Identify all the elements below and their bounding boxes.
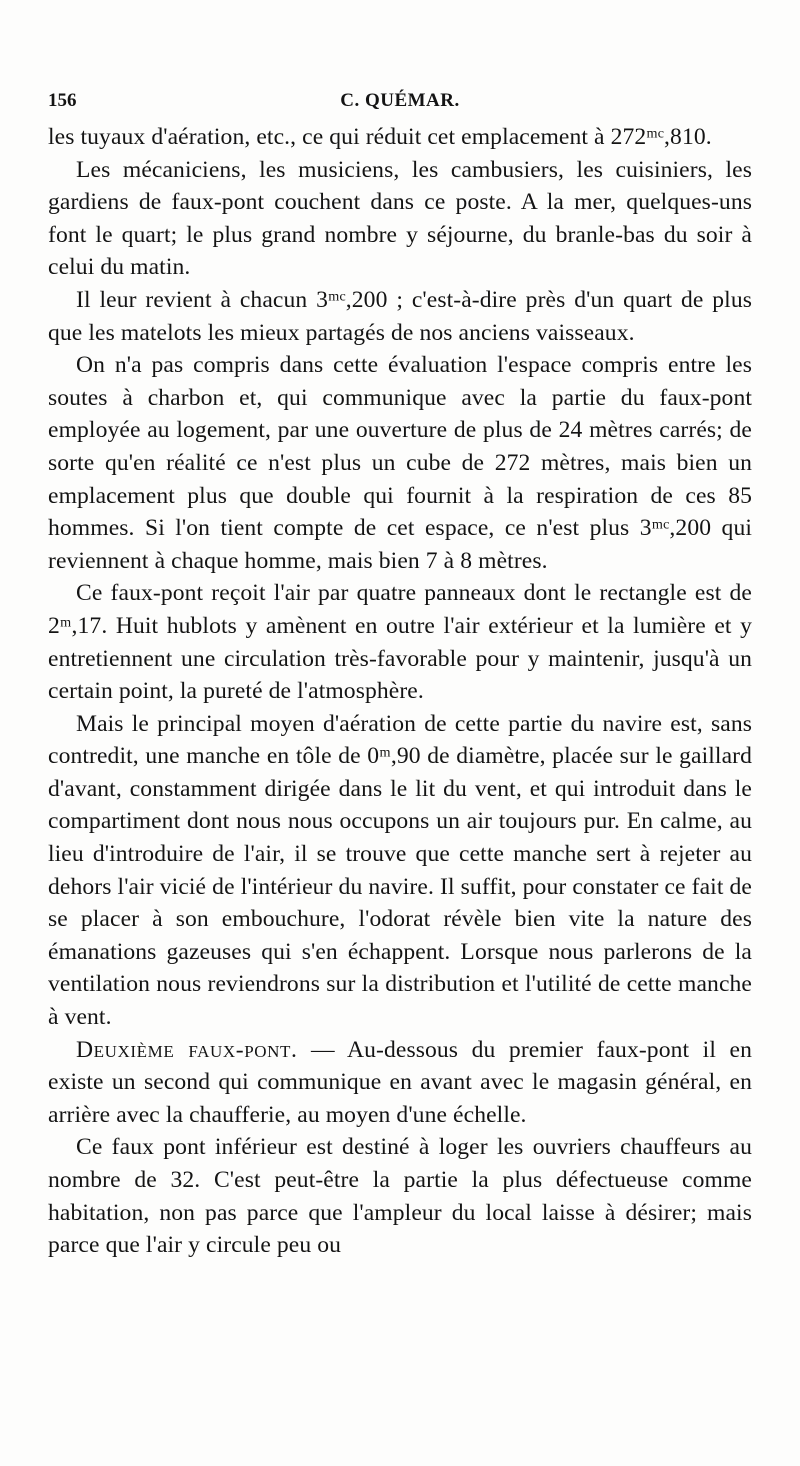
paragraph: Mais le principal moyen d'aération de cette partie du navire est, sans contredit, une manche en tôle de 0ᵐ,90 de diamètre, placée sur le gaillard d'avant, constamment dirigée dans le lit du vent, et qui introduit dans le compartiment dont nous nous occupons un air toujours pur. En calme, au lieu d'introduire de l'air, il se trouve que cette manche sert à rejeter au dehors l'air vicié de l'intérieur du navire. Il suffit, pour constater ce fait de se placer à son embouchure, l'odorat révèle bien vite la nature des émanations gazeuses qui s'en échappent. Lorsque nous parlerons de la ventilation nous reviendrons sur la distribution et l'utilité de cette manche à vent. [48,710,752,1031]
paragraph-text: — Au-dessous du premier faux-pont il en existe un second qui communique en avant avec le magasin général, en arrière avec la chaufferie, au moyen d'une échelle. [48,1036,752,1128]
body-text [48,121,752,1262]
page-header [48,86,752,116]
paragraph: Les mécaniciens, les musiciens, les cambusiers, les cuisiniers, les gardiens de faux-pont couchent dans ce poste. A la mer, quelques-uns font le quart; le plus grand nombre y séjourne, du branle-bas du soir à celui du matin. [48,156,752,281]
paragraph: les tuyaux d'aération, etc., ce qui réduit cet emplacement à 272ᵐᶜ,810. [48,124,712,150]
section-heading: Deuxième faux-pont. [76,1036,298,1063]
paragraph [48,1034,752,1132]
paragraph: Ce faux pont inférieur est destiné à loger les ouvriers chauffeurs au nombre de 32. C'est peut-être la partie la plus défectueuse comme habitation, non pas parce que l'ampleur du local laisse à désirer; mais parce que l'air y circule peu ou [48,1134,752,1259]
page-number: 156 [48,90,77,111]
paragraph: Il leur revient à chacun 3ᵐᶜ,200 ; c'est-à-dire près d'un quart de plus que les matelots les mieux partagés de nos anciens vaisseaux. [48,286,752,346]
paragraph: Ce faux-pont reçoit l'air par quatre panneaux dont le rectangle est de 2ᵐ,17. Huit hublots y amènent en outre l'air extérieur et la lumière et y entretiennent une circulation très-favorable pour y maintenir, jusqu'à un certain point, la pureté de l'atmosphère. [48,580,752,705]
paragraph: On n'a pas compris dans cette évaluation l'espace compris entre les soutes à charbon et, qui communique avec la partie du faux-pont employée au logement, par une ouverture de plus de 24 mètres carrés; de sorte qu'en réalité ce n'est plus un cube de 272 mètres, mais bien un emplacement plus que double qui fournit à la respiration de ces 85 hommes. Si l'on tient compte de cet espace, ce n'est plus 3ᵐᶜ,200 qui reviennent à chaque homme, mais bien 7 à 8 mètres. [48,352,752,574]
running-head: C. QUÉMAR. [340,90,460,111]
